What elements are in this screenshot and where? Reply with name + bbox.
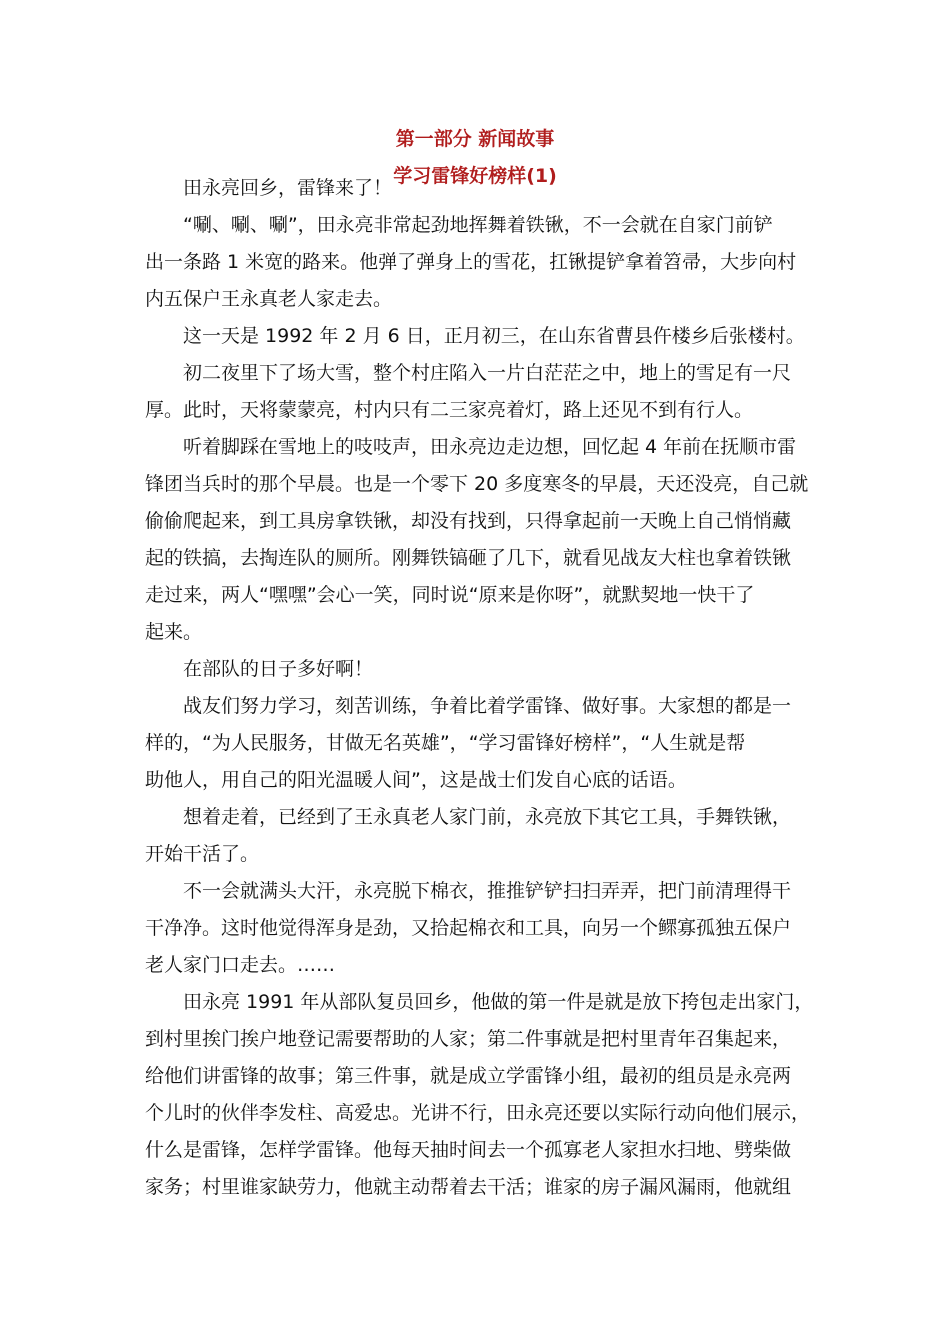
paragraph-line: 战友们努力学习，刻苦训练，争着比着学雷锋、做好事。大家想的都是一 <box>183 695 792 717</box>
paragraph-line: 偷偷爬起来，到工具房拿铁锹，却没有找到，只得拿起前一天晚上自己悄悄藏 <box>145 510 792 532</box>
paragraph-line: 锋团当兵时的那个早晨。也是一个零下 20 多度寒冬的早晨，天还没亮，自己就 <box>145 473 809 495</box>
paragraph-line: 内五保户王永真老人家走去。 <box>145 288 393 310</box>
article-title: 学习雷锋好榜样(1) <box>393 165 557 187</box>
paragraph-line: 听着脚踩在雪地上的吱吱声，田永亮边走边想，回忆起 4 年前在抚顺市雷 <box>183 436 797 458</box>
part-title: 第一部分 新闻故事 <box>395 128 555 150</box>
paragraph-line: 田永亮回乡，雷锋来了！ <box>183 177 393 199</box>
paragraph-line: 家务；村里谁家缺劳力，他就主动帮着去干活；谁家的房子漏风漏雨，他就组 <box>145 1176 792 1198</box>
paragraph-line: 个儿时的伙伴李发柱、高爱忠。光讲不行，田永亮还要以实际行动向他们展示， <box>145 1102 811 1124</box>
paragraph-line: 走过来，两人“嘿嘿”会心一笑，同时说“原来是你呀”，就默契地一快干了 <box>145 584 755 606</box>
paragraph-line: 不一会就满头大汗，永亮脱下棉衣，推推铲铲扫扫弄弄，把门前清理得干 <box>183 880 792 902</box>
paragraph-line: 这一天是 1992 年 2 月 6 日，正月初三，在山东省曹县仵楼乡后张楼村。 <box>183 325 805 347</box>
paragraph <box>145 429 807 651</box>
paragraph-line: 什么是雷锋，怎样学雷锋。他每天抽时间去一个孤寡老人家担水扫地、劈柴做 <box>145 1139 792 1161</box>
paragraph-line: 出一条路 1 米宽的路来。他弹了弹身上的雪花，扛锹提铲拿着笤帚，大步向村 <box>145 251 797 273</box>
paragraph-line: 想着走着，已经到了王永真老人家门前，永亮放下其它工具，手舞铁锹， <box>183 806 792 828</box>
paragraph-line: 干净净。这时他觉得浑身是劲，又拾起棉衣和工具，向另一个鳏寡孤独五保户 <box>145 917 792 939</box>
paragraph-line: 起的铁搞，去掏连队的厕所。刚舞铁镐砸了几下，就看见战友大柱也拿着铁锹 <box>145 547 792 569</box>
paragraph-line: 起来。 <box>145 621 203 643</box>
paragraph <box>145 355 807 429</box>
paragraph <box>145 318 807 355</box>
paragraph-line: 初二夜里下了场大雪，整个村庄陷入一片白茫茫之中，地上的雪足有一尺 <box>183 362 792 384</box>
paragraph <box>145 799 807 873</box>
paragraph-line: 助他人，用自己的阳光温暖人间”，这是战士们发自心底的话语。 <box>145 769 687 791</box>
paragraph <box>145 688 807 799</box>
paragraph <box>145 651 807 688</box>
paragraph-line: 样的，“为人民服务，甘做无名英雄”，“学习雷锋好榜样”，“人生就是帮 <box>145 732 746 754</box>
paragraph-line: 到村里挨门挨户地登记需要帮助的人家；第二件事就是把村里青年召集起来， <box>145 1028 792 1050</box>
paragraph-line: 给他们讲雷锋的故事；第三件事，就是成立学雷锋小组，最初的组员是永亮两 <box>145 1065 792 1087</box>
paragraph-line: 开始干活了。 <box>145 843 260 865</box>
paragraph-line: 厚。此时，天将蒙蒙亮，村内只有二三家亮着灯，路上还见不到有行人。 <box>145 399 754 421</box>
article-body <box>145 170 814 1206</box>
paragraph-line: 在部队的日子多好啊！ <box>183 658 374 680</box>
paragraph-line: “唰、唰、唰”，田永亮非常起劲地挥舞着铁锹，不一会就在自家门前铲 <box>183 214 773 236</box>
paragraph <box>145 873 807 984</box>
paragraph-line: 老人家门口走去。…… <box>145 954 336 976</box>
paragraph-line: 田永亮 1991 年从部队复员回乡，他做的第一件是就是放下挎包走出家门， <box>183 991 814 1013</box>
paragraph <box>145 170 807 207</box>
paragraph <box>145 207 807 318</box>
paragraph <box>145 984 814 1206</box>
